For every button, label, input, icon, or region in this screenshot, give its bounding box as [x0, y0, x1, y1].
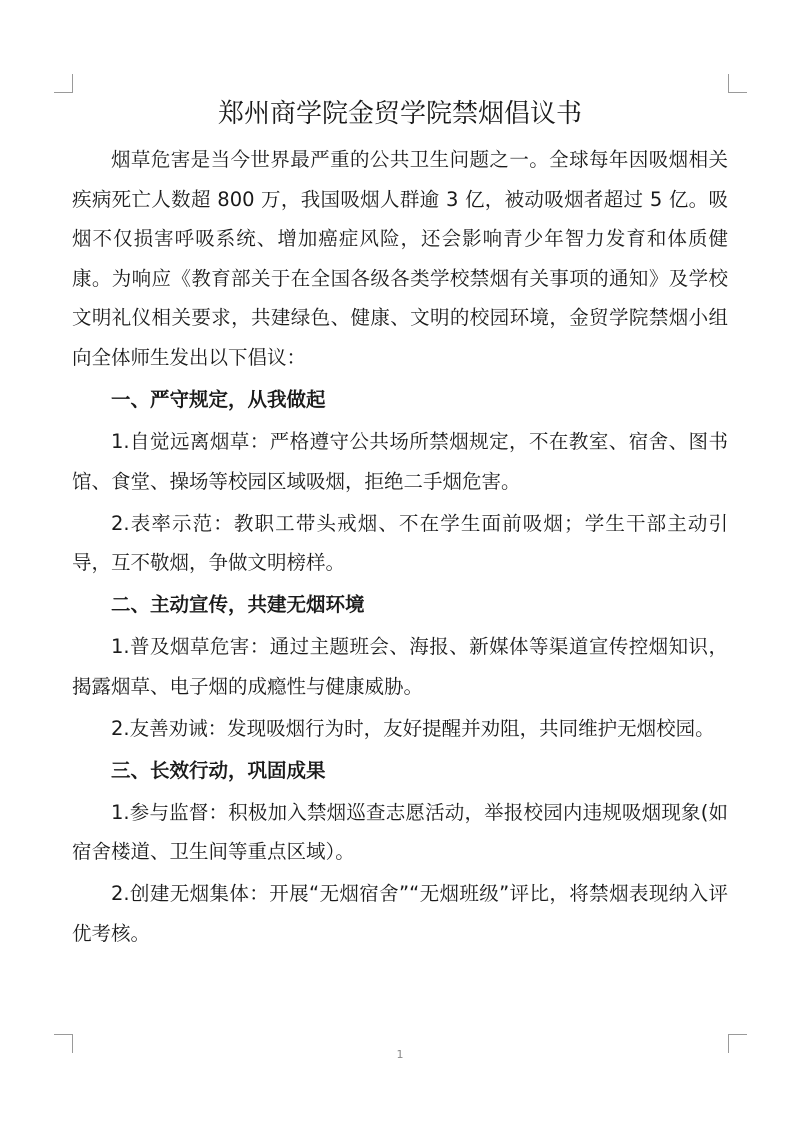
- crop-mark-top-right: [728, 74, 747, 93]
- section-heading-2: 二、主动宣传，共建无烟环境: [111, 593, 365, 617]
- intro-paragraph: 烟草危害是当今世界最严重的公共卫生问题之一。全球每年因吸烟相关疾病死亡人数超 800 万，我国吸烟人群逾 3 亿，被动吸烟者超过 5 亿。吸烟不仅损害呼吸系统、增加癌症风险，还会影响青少年智力发育和体质健康。为响应《教育部关于在全国各级各类学校禁烟有关事项的通知》及学校文明礼仪相关要求，共建绿色、健康、文明的校园环境，金贸学院禁烟小组向全体师生发出以下倡议：: [72, 148, 728, 369]
- document-title: 郑州商学院金贸学院禁烟倡议书: [217, 99, 582, 129]
- document-body: [72, 140, 728, 956]
- section-2-item-2: 2.友善劝诫：发现吸烟行为时，友好提醒并劝阻，共同维护无烟校园。: [111, 716, 715, 740]
- section-3-item-1: 1.参与监督：积极加入禁烟巡查志愿活动，举报校园内违规吸烟现象(如宿舍楼道、卫生间等重点区域）。: [72, 800, 728, 864]
- section-heading-1: 一、严守规定，从我做起: [111, 387, 326, 411]
- crop-mark-top-left: [54, 74, 73, 93]
- section-1-item-2: 2.表率示范：教职工带头戒烟、不在学生面前吸烟；学生干部主动引导，互不敬烟，争做文明榜样。: [72, 511, 728, 575]
- page-number: 1: [396, 1048, 404, 1061]
- section-2-item-1: 1.普及烟草危害：通过主题班会、海报、新媒体等渠道宣传控烟知识，揭露烟草、电子烟的成瘾性与健康威胁。: [72, 635, 728, 698]
- section-heading-3: 三、长效行动，巩固成果: [111, 758, 326, 782]
- section-1-item-1: 1.自觉远离烟草：严格遵守公共场所禁烟规定，不在教室、宿舍、图书馆、食堂、操场等校园区域吸烟，拒绝二手烟危害。: [72, 429, 728, 493]
- section-3-item-2: 2.创建无烟集体：开展“无烟宿舍”“无烟班级”评比，将禁烟表现纳入评优考核。: [72, 882, 728, 945]
